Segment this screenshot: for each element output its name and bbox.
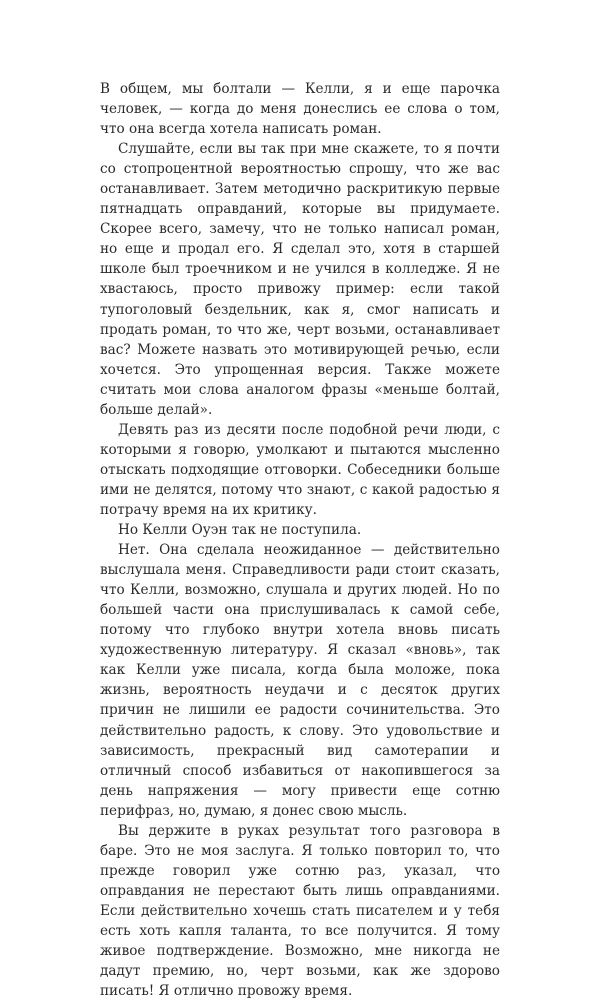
book-page-text [100, 79, 500, 1001]
paragraph-3: Девять раз из десяти после подобной речи люди, с которыми я говорю, умолкают и пытаются мысленно отыскать подходящие отговорки. Собеседники больше ими не делятся, потому что знают, с какой радостью я потрачу время на их критику. [100, 421, 500, 518]
paragraph-6: Вы держите в руках результат того разговора в баре. Это не моя заслуга. Я только повторил то, что прежде говорил уже сотню раз, указал, что оправдания не перестают быть лишь оправданиями. Если действительно хочешь стать писателем и у тебя есть хоть капля таланта, то все получится. Я тому живое подтверждение. Возможно, мне никогда не дадут премию, но, черт возьми, как же здорово писать! Я отлично провожу время. [100, 822, 500, 1000]
paragraph-1: В общем, мы болтали — Келли, я и еще парочка человек, — когда до меня донеслись ее слова о том, что она всегда хотела написать роман. [100, 81, 500, 138]
paragraph-2: Слушайте, если вы так при мне скажете, то я почти со стопроцентной вероятностью спрошу, что же вас останавливает. Затем методично раскритикую первые пятнадцать оправданий, которые вы придумаете. Скорее всего, замечу, что не только написал роман, но еще и продал его. Я сделал это, хотя в старшей школе был троечником и не учился в колледже. Я не хвастаюсь, просто привожу пример: если такой тупоголовый бездельник, как я, смог написать и продать роман, то что же, черт возьми, останавливает вас? Можете назвать это мотивирующей речью, если хочется. Это упрощенная версия. Также можете считать мои слова аналогом фразы «меньше болтай, больше делай». [100, 141, 500, 418]
paragraph-4: Но Келли Оуэн так не поступила. [118, 522, 362, 539]
paragraph-5: Нет. Она сделала неожиданное — действительно выслушала меня. Справедливости ради стоит сказать, что Келли, возможно, слушала и других людей. Но по большей части она прислушивалась к самой себе, потому что глубоко внутри хотела вновь писать художественную литературу. Я сказал «вновь», так как Келли уже писала, когда была моложе, пока жизнь, вероятность неудачи и с десяток других причин не лишили ее радости сочинительства. Это действительно радость, к слову. Это удовольствие и зависимость, прекрасный вид самотерапии и отличный способ избавиться от накопившегося за день напряжения — могу привести еще сотню перифраз, но, думаю, я донес свою мысль. [100, 542, 500, 819]
